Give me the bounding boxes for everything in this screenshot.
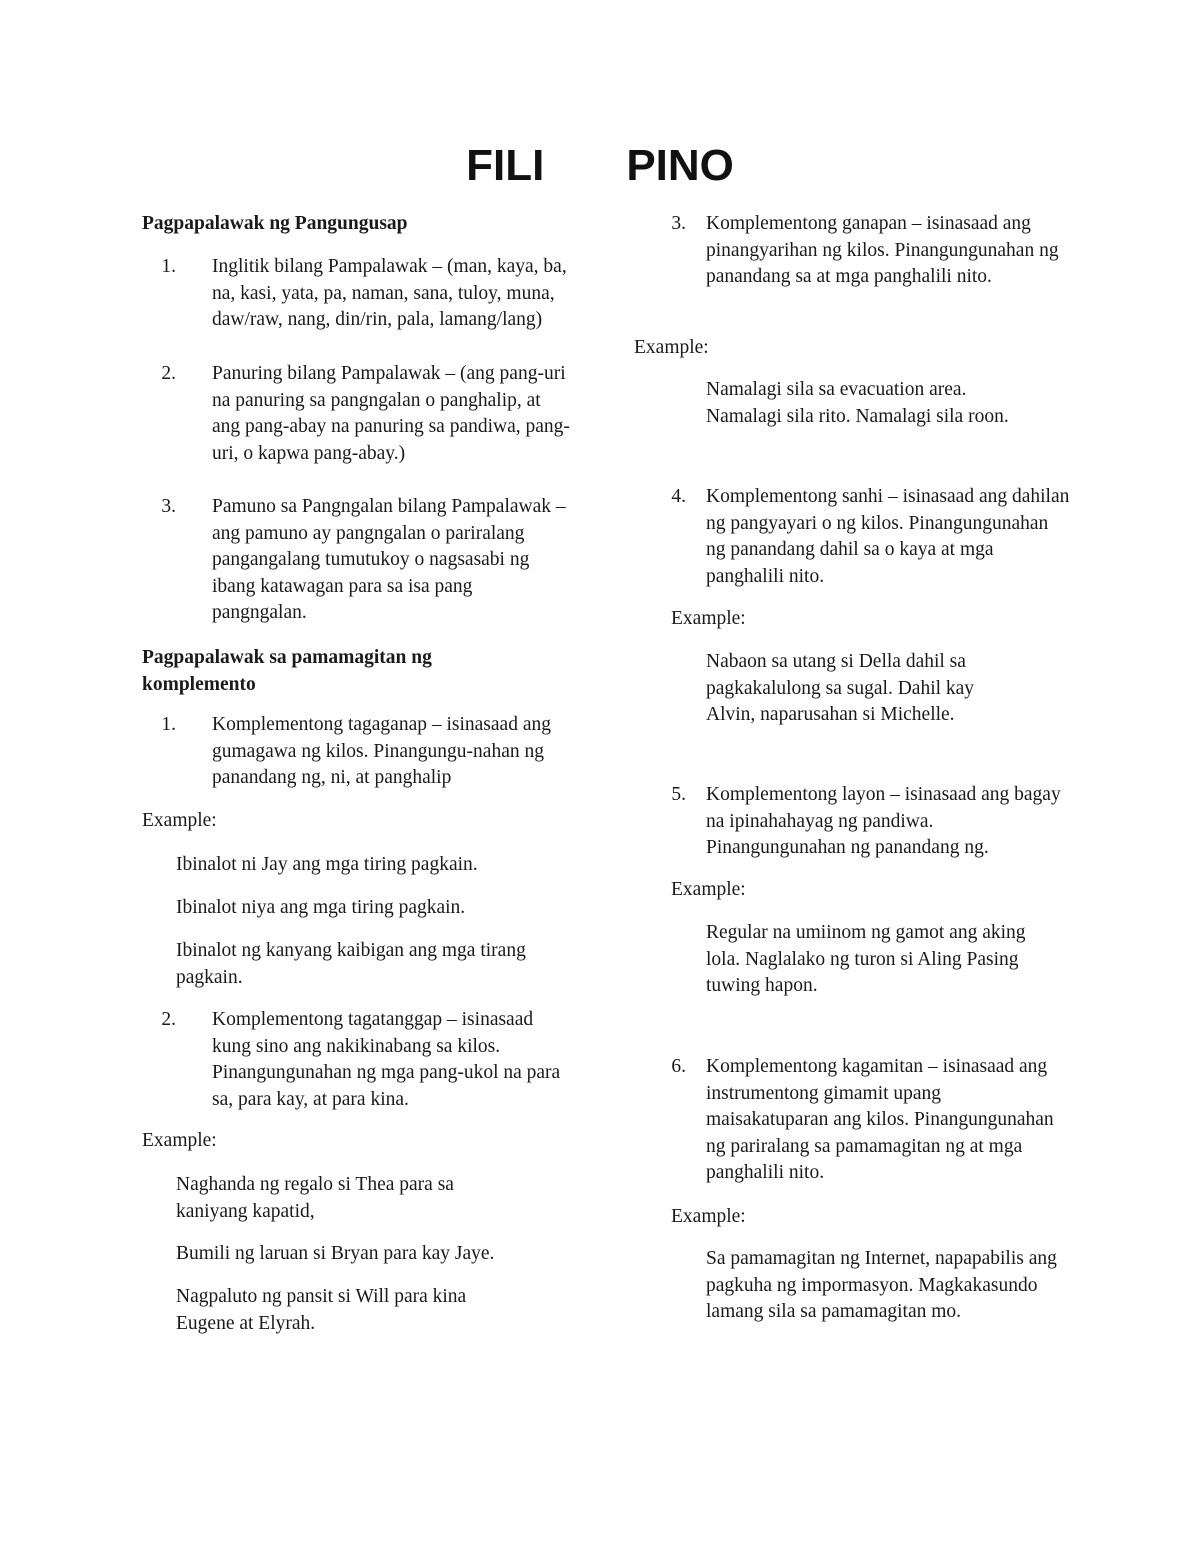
example-sentence: Bumili ng laruan si Bryan para kay Jaye.: [176, 1243, 495, 1264]
list-text: Pamuno sa Pangngalan bilang Pampalawak – ang pamuno ay pangngalan o pariralang pangangalang tumutukoy o nagsasabi ng ibang katawagan para sa isa pang pangngalan.: [212, 496, 566, 624]
list-number: 2.: [161, 363, 176, 384]
example-sentence: Nagpaluto ng pansit si Will para kina Eugene at Elyrah.: [176, 1286, 467, 1334]
list-text: Komplementong tagaganap – isinasaad ang gumagawa ng kilos. Pinangungu-nahan ng panandang ng, ni, at panghalip: [212, 714, 551, 789]
example-label: Example:: [634, 337, 709, 358]
list-number: 6.: [671, 1056, 686, 1077]
example-sentences: Regular na umiinom ng gamot ang aking lola. Naglalako ng turon si Aling Pasing tuwing hapon.: [706, 922, 1026, 997]
list-text: Panuring bilang Pampalawak – (ang pang-uri na panuring sa pangngalan o panghalip, at ang pang-abay na panuring sa pandiwa, pang-uri, o kapwa pang-abay.): [212, 363, 570, 464]
example-label: Example:: [671, 1206, 746, 1227]
list-number: 3.: [671, 213, 686, 234]
list-number: 5.: [671, 784, 686, 805]
example-label: Example:: [671, 608, 746, 629]
list-text: Komplementong ganapan – isinasaad ang pinangyarihan ng kilos. Pinangungunahan ng panandang sa at mga panghalili nito.: [706, 213, 1059, 288]
example-sentences: Namalagi sila sa evacuation area. Namalagi sila rito. Namalagi sila roon.: [706, 379, 1009, 427]
section-heading-pagpapalawak: Pagpapalawak ng Pangungusap: [142, 213, 408, 234]
example-sentence: Ibinalot niya ang mga tiring pagkain.: [176, 897, 466, 918]
example-label: Example:: [142, 1130, 217, 1151]
title-part-2: PINO: [626, 141, 734, 190]
title-part-1: FILI: [466, 141, 545, 190]
page-title: [0, 140, 1200, 192]
example-sentence: Ibinalot ni Jay ang mga tiring pagkain.: [176, 854, 478, 875]
section-heading-komplemento: Pagpapalawak sa pamamagitan ng komplemento: [142, 647, 432, 695]
example-label: Example:: [671, 879, 746, 900]
list-number: 2.: [161, 1009, 176, 1030]
list-text: Inglitik bilang Pampalawak – (man, kaya, ba, na, kasi, yata, pa, naman, sana, tuloy, muna, daw/raw, nang, din/rin, pala, lamang/lang): [212, 256, 567, 331]
example-sentence: Naghanda ng regalo si Thea para sa kaniyang kapatid,: [176, 1174, 454, 1222]
list-number: 3.: [161, 496, 176, 517]
list-number: 1.: [161, 714, 176, 735]
list-text: Komplementong sanhi – isinasaad ang dahilan ng pangyayari o ng kilos. Pinangungunahan ng panandang dahil sa o kaya at mga panghalili nito.: [706, 486, 1070, 587]
example-label: Example:: [142, 810, 217, 831]
example-sentence: Ibinalot ng kanyang kaibigan ang mga tirang pagkain.: [176, 940, 526, 988]
list-number: 4.: [671, 486, 686, 507]
list-text: Komplementong tagatanggap – isinasaad kung sino ang nakikinabang sa kilos. Pinangungunahan ng mga pang-ukol na para sa, para kay, at para kina.: [212, 1009, 561, 1110]
example-sentences: Sa pamamagitan ng Internet, napapabilis ang pagkuha ng impormasyon. Magkakasundo lamang sila sa pamamagitan mo.: [706, 1248, 1057, 1323]
example-sentences: Nabaon sa utang si Della dahil sa pagkakalulong sa sugal. Dahil kay Alvin, naparusahan si Michelle.: [706, 651, 975, 726]
list-text: Komplementong layon – isinasaad ang bagay na ipinahahayag ng pandiwa. Pinangungunahan ng panandang ng.: [706, 784, 1061, 859]
list-text: Komplementong kagamitan – isinasaad ang instrumentong gimamit upang maisakatuparan ang kilos. Pinangungunahan ng pariralang sa pamamagitan ng at mga panghalili nito.: [706, 1056, 1054, 1184]
list-number: 1.: [161, 256, 176, 277]
